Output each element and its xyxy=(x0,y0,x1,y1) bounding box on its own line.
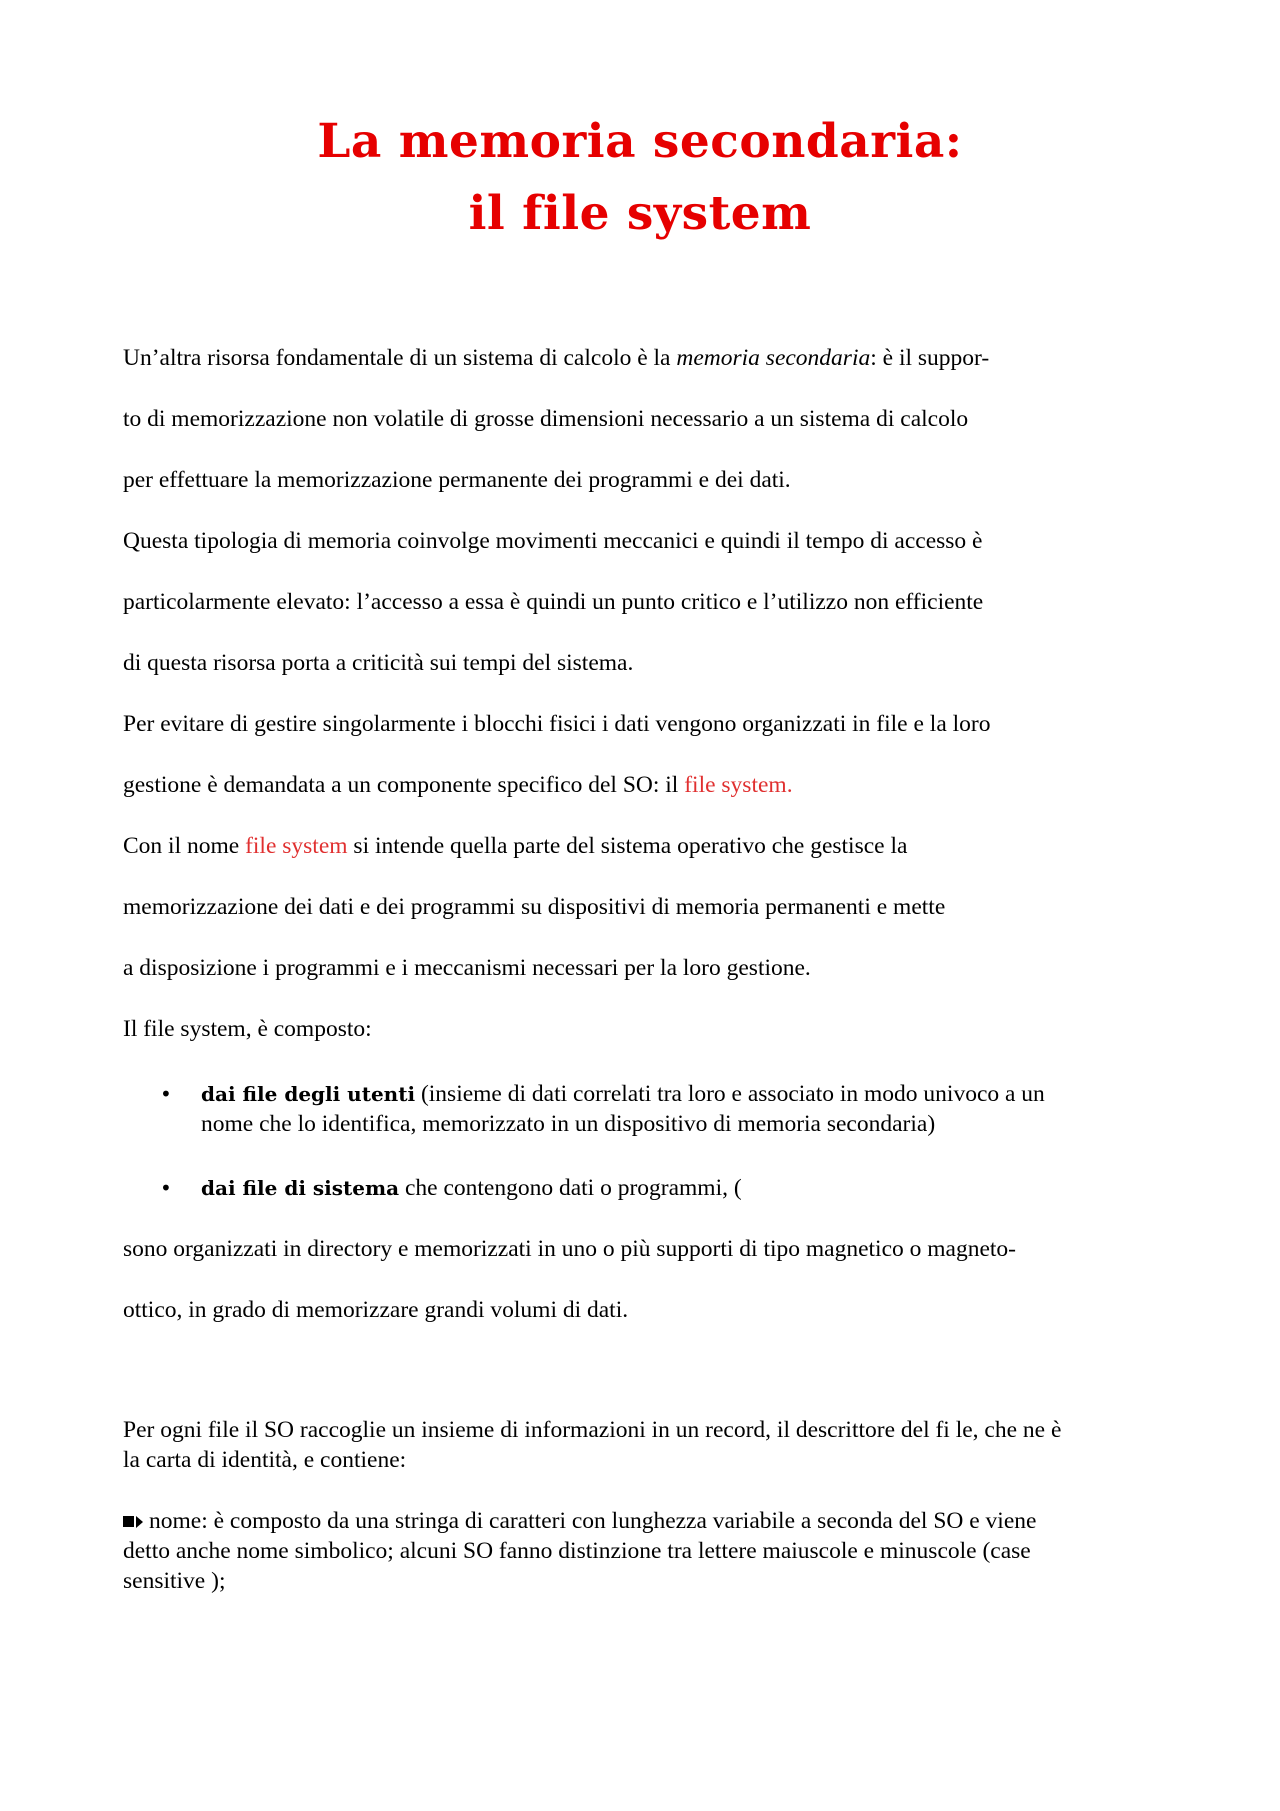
composition-intro: Il file system, è composto: xyxy=(123,1016,372,1042)
paragraph-2-line-2: particolarmente elevato: l’accesso a essa è quindi un punto critico e l’utilizzo non efficiente xyxy=(123,589,984,615)
name-item-line-3: sensitive ); xyxy=(123,1568,226,1594)
text-segment: gestione è demandata a un componente specifico del SO: il xyxy=(123,772,685,798)
paragraph-4-line-2: memorizzazione dei dati e dei programmi su dispositivi di memoria permanenti e mette xyxy=(123,894,946,920)
text-segment: Un’altra risorsa fondamentale di un sistema di calcolo è la xyxy=(123,345,677,371)
text-segment: Con il nome xyxy=(123,833,246,859)
paragraph-4-line-3: a disposizione i programmi e i meccanismi necessari per la loro gestione. xyxy=(123,955,811,981)
text-segment: nome: è composto da una stringa di caratteri con lunghezza variabile a seconda del SO e viene xyxy=(149,1508,1037,1534)
bullet-icon: • xyxy=(160,1082,172,1106)
triangle-bullet-icon xyxy=(136,1516,143,1528)
paragraph-2-line-1: Questa tipologia di memoria coinvolge movimenti meccanici e quindi il tempo di accesso è xyxy=(123,528,983,554)
name-item-line-1 xyxy=(123,1510,1036,1534)
text-segment: : è il suppor- xyxy=(870,345,990,371)
paragraph-1-line-1 xyxy=(123,347,989,371)
paragraph-2-line-3: di questa risorsa porta a criticità sui tempi del sistema. xyxy=(123,650,634,676)
list-item-term: dai file di sistema xyxy=(201,1176,400,1200)
paragraph-4-line-1 xyxy=(123,835,907,859)
composition-continuation-line-1: sono organizzati in directory e memorizzati in uno o più supporti di tipo magnetico o magneto- xyxy=(123,1236,1016,1262)
list-item-user-files-line-2: nome che lo identifica, memorizzato in un dispositivo di memoria secondaria) xyxy=(201,1111,936,1137)
highlight-file-system: file system xyxy=(684,772,787,798)
bullet-icon: • xyxy=(160,1176,172,1200)
paragraph-1-line-3: per effettuare la memorizzazione permanente dei programmi e dei dati. xyxy=(123,467,791,493)
list-item-user-files xyxy=(201,1083,1045,1107)
paragraph-3-line-2 xyxy=(123,774,793,798)
text-segment: (insieme di dati correlati tra loro e associato in modo univoco a un xyxy=(415,1081,1045,1107)
paragraph-1-line-2: to di memorizzazione non volatile di grosse dimensioni necessario a un sistema di calcolo xyxy=(123,406,969,432)
name-item-line-2: detto anche nome simbolico; alcuni SO fanno distinzione tra lettere maiuscole e minuscole (case xyxy=(123,1538,1031,1564)
descriptor-line-2: la carta di identità, e contiene: xyxy=(123,1447,407,1473)
emphasis-memoria-secondaria: memoria secondaria xyxy=(676,345,871,371)
text-segment: che contengono dati o programmi, ( xyxy=(399,1175,742,1201)
composition-continuation-line-2: ottico, in grado di memorizzare grandi volumi di dati. xyxy=(123,1297,629,1323)
highlight-file-system: file system xyxy=(245,833,348,859)
title-line-2: il file system xyxy=(468,186,812,241)
list-item-term: dai file degli utenti xyxy=(201,1082,416,1106)
descriptor-line-1: Per ogni file il SO raccoglie un insieme di informazioni in un record, il descrittore del fi le, che ne è xyxy=(123,1417,1062,1443)
list-item-system-files xyxy=(201,1177,742,1201)
square-bullet-icon xyxy=(123,1516,134,1527)
text-segment: si intende quella parte del sistema operativo che gestisce la xyxy=(347,833,908,859)
text-segment: . xyxy=(786,772,793,798)
title-line-1: La memoria secondaria: xyxy=(317,114,963,169)
paragraph-3-line-1: Per evitare di gestire singolarmente i blocchi fisici i dati vengono organizzati in file e la loro xyxy=(123,711,991,737)
